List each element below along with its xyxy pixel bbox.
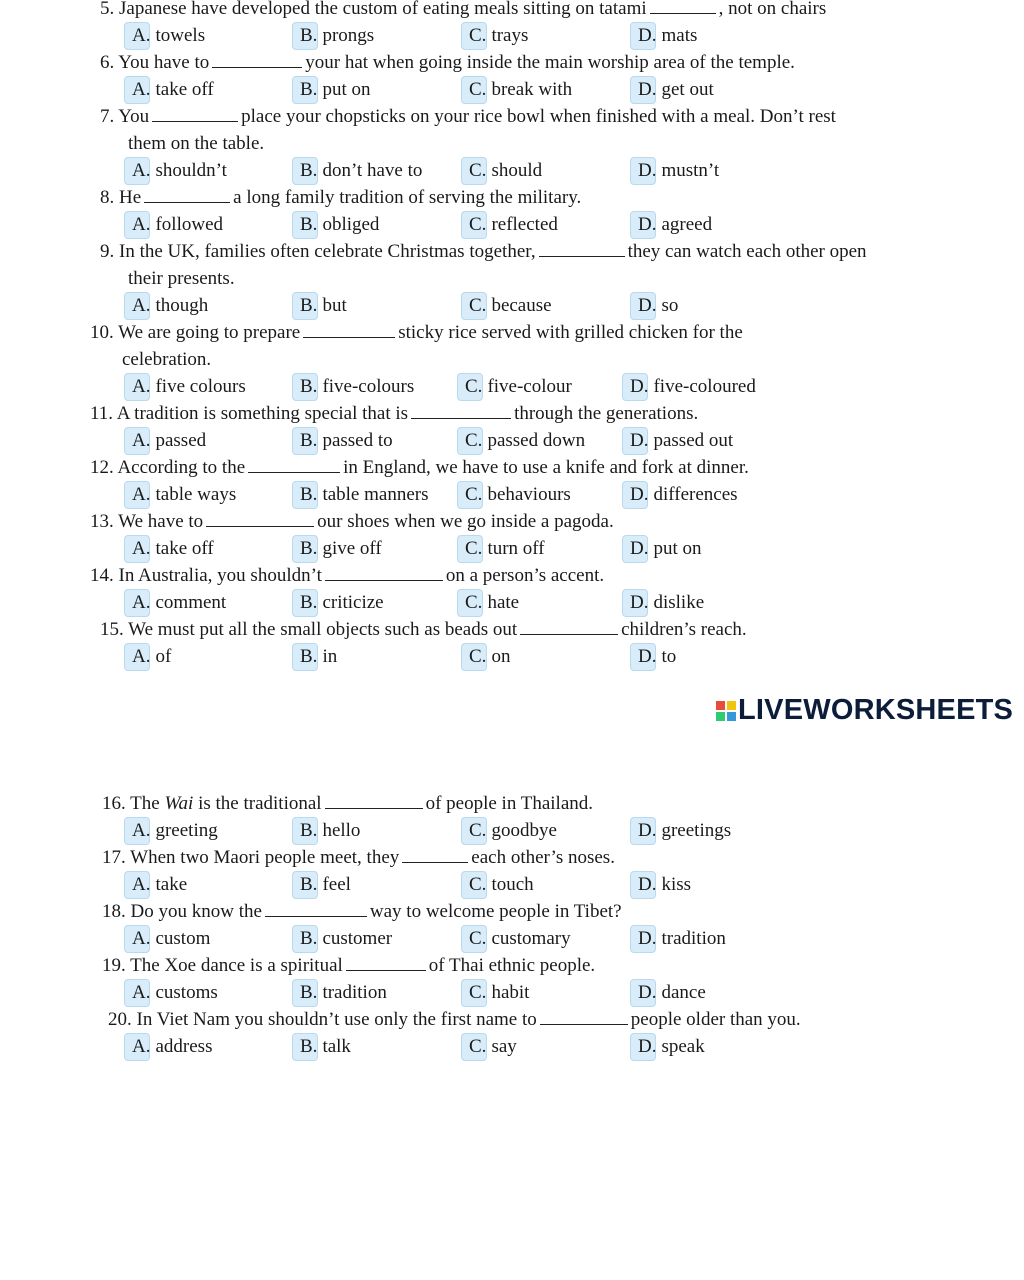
liveworksheets-logo-icon [716,701,736,721]
option-15-b[interactable]: B. in [296,646,337,668]
option-8-b[interactable]: B. obliged [296,214,379,236]
option-7-a[interactable]: A. shouldn’t [128,160,227,182]
answer-blank[interactable] [346,956,426,971]
option-19-c[interactable]: C. habit [465,982,529,1004]
option-18-c[interactable]: C. customary [465,928,571,950]
option-13-d[interactable]: D. put on [626,538,702,560]
answer-blank[interactable] [206,512,314,527]
option-18-a[interactable]: A. custom [128,928,210,950]
option-20-b[interactable]: B. talk [296,1036,351,1058]
option-7-d[interactable]: D. mustn’t [634,160,719,182]
question-13: 13. We have to our shoes when we go inside a pagoda. [90,511,614,532]
option-7-b[interactable]: B. don’t have to [296,160,422,182]
answer-blank[interactable] [265,902,367,917]
option-11-d[interactable]: D. passed out [626,430,733,452]
option-9-a[interactable]: A. though [128,295,208,317]
option-8-c[interactable]: C. reflected [465,214,558,236]
answer-blank[interactable] [411,404,511,419]
question-8: 8. He a long family tradition of serving the military. [100,187,582,208]
answer-blank[interactable] [325,794,423,809]
option-5-c[interactable]: C. trays [465,25,528,47]
answer-blank[interactable] [650,0,716,14]
question-5-text: Japanese have developed the custom of eating meals sitting on tatami [119,0,647,19]
option-9-d[interactable]: D. so [634,295,678,317]
option-13-a[interactable]: A. take off [128,538,214,560]
option-13-b[interactable]: B. give off [296,538,382,560]
answer-blank[interactable] [520,620,618,635]
question-7-line2: them on the table. [128,133,265,154]
option-5-b[interactable]: B. prongs [296,25,374,47]
option-11-b[interactable]: B. passed to [296,430,393,452]
option-16-d[interactable]: D. greetings [634,820,731,842]
option-8-a[interactable]: A. followed [128,214,223,236]
logo-square-yellow [727,701,736,710]
option-10-c[interactable]: C. five-colour [461,376,572,398]
option-17-c[interactable]: C. touch [465,874,534,896]
answer-blank[interactable] [152,107,238,122]
option-16-b[interactable]: B. hello [296,820,360,842]
option-18-b[interactable]: B. customer [296,928,392,950]
option-14-c[interactable]: C. hate [461,592,519,614]
option-10-a[interactable]: A. five colours [128,376,246,398]
option-10-b[interactable]: B. five-colours [296,376,414,398]
option-7-c[interactable]: C. should [465,160,542,182]
answer-blank[interactable] [325,566,443,581]
option-9-c[interactable]: C. because [465,295,552,317]
option-16-a[interactable]: A. greeting [128,820,218,842]
option-9-b[interactable]: B. but [296,295,347,317]
option-19-b[interactable]: B. tradition [296,982,387,1004]
answer-blank[interactable] [540,1010,628,1025]
logo-square-green [716,712,725,721]
question-7: 7. You place your chopsticks on your rice bowl when finished with a meal. Don’t rest [100,106,836,127]
answer-blank[interactable] [539,242,625,257]
option-15-d[interactable]: D. to [634,646,676,668]
answer-blank[interactable] [303,323,395,338]
liveworksheets-logo [716,694,1013,727]
option-15-a[interactable]: A. of [128,646,171,668]
option-15-c[interactable]: C. on [465,646,510,668]
option-8-d[interactable]: D. agreed [634,214,712,236]
option-14-d[interactable]: D. dislike [626,592,704,614]
option-20-d[interactable]: D. speak [634,1036,705,1058]
option-16-c[interactable]: C. goodbye [465,820,557,842]
question-14: 14. In Australia, you shouldn’t on a person’s accent. [90,565,605,586]
option-18-d[interactable]: D. tradition [634,928,726,950]
option-12-c[interactable]: C. behaviours [461,484,571,506]
option-14-b[interactable]: B. criticize [296,592,384,614]
answer-blank[interactable] [402,848,468,863]
question-10-line2: celebration. [122,349,212,370]
option-12-a[interactable]: A. table ways [128,484,236,506]
question-16: 16. The Wai is the traditional of people in Thailand. [102,793,594,814]
question-6: 6. You have to your hat when going inside the main worship area of the temple. [100,52,795,73]
option-5-d[interactable]: D. mats [634,25,697,47]
option-6-c[interactable]: C. break with [465,79,572,101]
option-12-b[interactable]: B. table manners [296,484,428,506]
logo-square-red [716,701,725,710]
question-11: 11. A tradition is something special that is through the generations. [90,403,699,424]
question-15: 15. We must put all the small objects such as beads out children’s reach. [100,619,747,640]
question-10: 10. We are going to prepare sticky rice served with grilled chicken for the [90,322,743,343]
option-14-a[interactable]: A. comment [128,592,226,614]
question-19: 19. The Xoe dance is a spiritual of Thai ethnic people. [102,955,596,976]
answer-blank[interactable] [144,188,230,203]
option-11-c[interactable]: C. passed down [461,430,585,452]
option-20-a[interactable]: A. address [128,1036,212,1058]
answer-blank[interactable] [212,53,302,68]
question-9-line2: their presents. [128,268,235,289]
liveworksheets-logo-text: LIVEWORKSHEETS [738,694,1014,726]
question-17: 17. When two Maori people meet, they each other’s noses. [102,847,615,868]
option-5-a[interactable]: A. towels [128,25,205,47]
question-9: 9. In the UK, families often celebrate Christmas together, they can watch each other open [100,241,867,262]
option-13-c[interactable]: C. turn off [461,538,545,560]
option-6-d[interactable]: D. get out [634,79,714,101]
option-6-a[interactable]: A. take off [128,79,214,101]
question-18: 18. Do you know the way to welcome people in Tibet? [102,901,622,922]
question-12: 12. According to the in England, we have to use a knife and fork at dinner. [90,457,749,478]
logo-square-blue [727,712,736,721]
option-19-a[interactable]: A. customs [128,982,218,1004]
option-17-a[interactable]: A. take [128,874,187,896]
option-17-d[interactable]: D. kiss [634,874,691,896]
answer-blank[interactable] [248,458,340,473]
option-12-d[interactable]: D. differences [626,484,738,506]
option-10-d[interactable]: D. five-coloured [626,376,756,398]
option-20-c[interactable]: C. say [465,1036,517,1058]
question-20: 20. In Viet Nam you shouldn’t use only the first name to people older than you. [108,1009,801,1030]
option-19-d[interactable]: D. dance [634,982,706,1004]
option-11-a[interactable]: A. passed [128,430,206,452]
option-17-b[interactable]: B. feel [296,874,351,896]
option-6-b[interactable]: B. put on [296,79,370,101]
wai-term: Wai [164,793,194,814]
question-5: 5. Japanese have developed the custom of eating meals sitting on tatami , not on chairs [100,0,827,19]
